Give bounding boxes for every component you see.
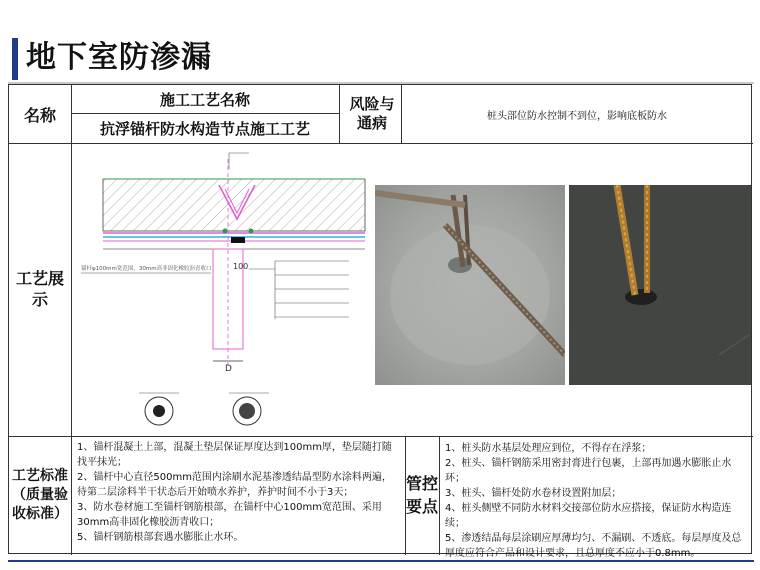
anchor-membrane-photo [569,185,751,385]
standard-item: 3、防水卷材施工至锚杆钢筋根部，在锚杆中心100mm宽范围、采用30mm高非固化橡胶沥青收口； [77,502,382,528]
grid-line [71,85,72,555]
key-point-item: 5、渗透结晶每层涂刷应厚薄均匀、不漏刷、不透底。每层厚度及总厚度应符合产品和设计要求，且总厚度不应小于0.8mm。 [445,533,742,559]
title-accent-bar [12,38,18,80]
key-point-item: 3、桩头、锚杆处防水卷材设置附加层； [445,488,622,499]
key-point-item: 4、桩头侧壁不同防水材料交接部位防水应搭接，保证防水构造连续； [445,503,732,529]
standard-item: 5、锚杆钢筋根部套遇水膨胀止水环。 [77,532,244,543]
name-label: 名称 [23,105,56,125]
risk-text: 桩头部位防水控制不到位，影响底板防水 [487,110,667,122]
standard-item: 2、锚杆中心直径500mm范围内涂刷水泥基渗透结晶型防水涂料两遍，待第二层涂料半干状态后开始喷水养护，养护时间不小于3天； [77,472,392,498]
standard-label: 工艺标准（质量验收标准） [12,468,68,522]
anchor-detail-drawing [79,149,369,431]
key-point-item: 1、桩头防水基层处理应到位，不得存在浮浆； [445,443,652,454]
page-title: 地下室防渗漏 [26,40,212,75]
process-title-label: 施工工艺名称 [159,90,250,109]
key-points-label: 管控要点 [405,474,438,516]
standard-list [77,440,399,545]
key-points-list [445,441,747,561]
standard-item: 1、锚杆混凝土上部，混凝土垫层保证厚度达到100mm厚，垫层随打随找平抹光； [77,442,392,468]
dimension-d: D [225,364,232,374]
bottom-accent-line [8,560,754,562]
grid-line [439,436,440,555]
process-table [8,84,752,559]
grid-line [9,143,753,144]
grid-line [9,436,753,437]
anchor-concrete-photo [375,185,565,385]
risk-label: 风险与通病 [349,95,395,132]
key-point-item: 2、桩头、锚杆钢筋采用密封膏进行包裹，上部再加遇水膨胀止水环； [445,458,732,484]
dimension-100: 100 [233,262,249,271]
display-label: 工艺展示 [15,268,64,309]
drawing-note-left: 锚杆φ100mm宽范围，30mm高非固化橡胶沥青收口 [81,266,212,272]
process-name: 抗浮锚杆防水构造节点施工工艺 [99,119,310,138]
